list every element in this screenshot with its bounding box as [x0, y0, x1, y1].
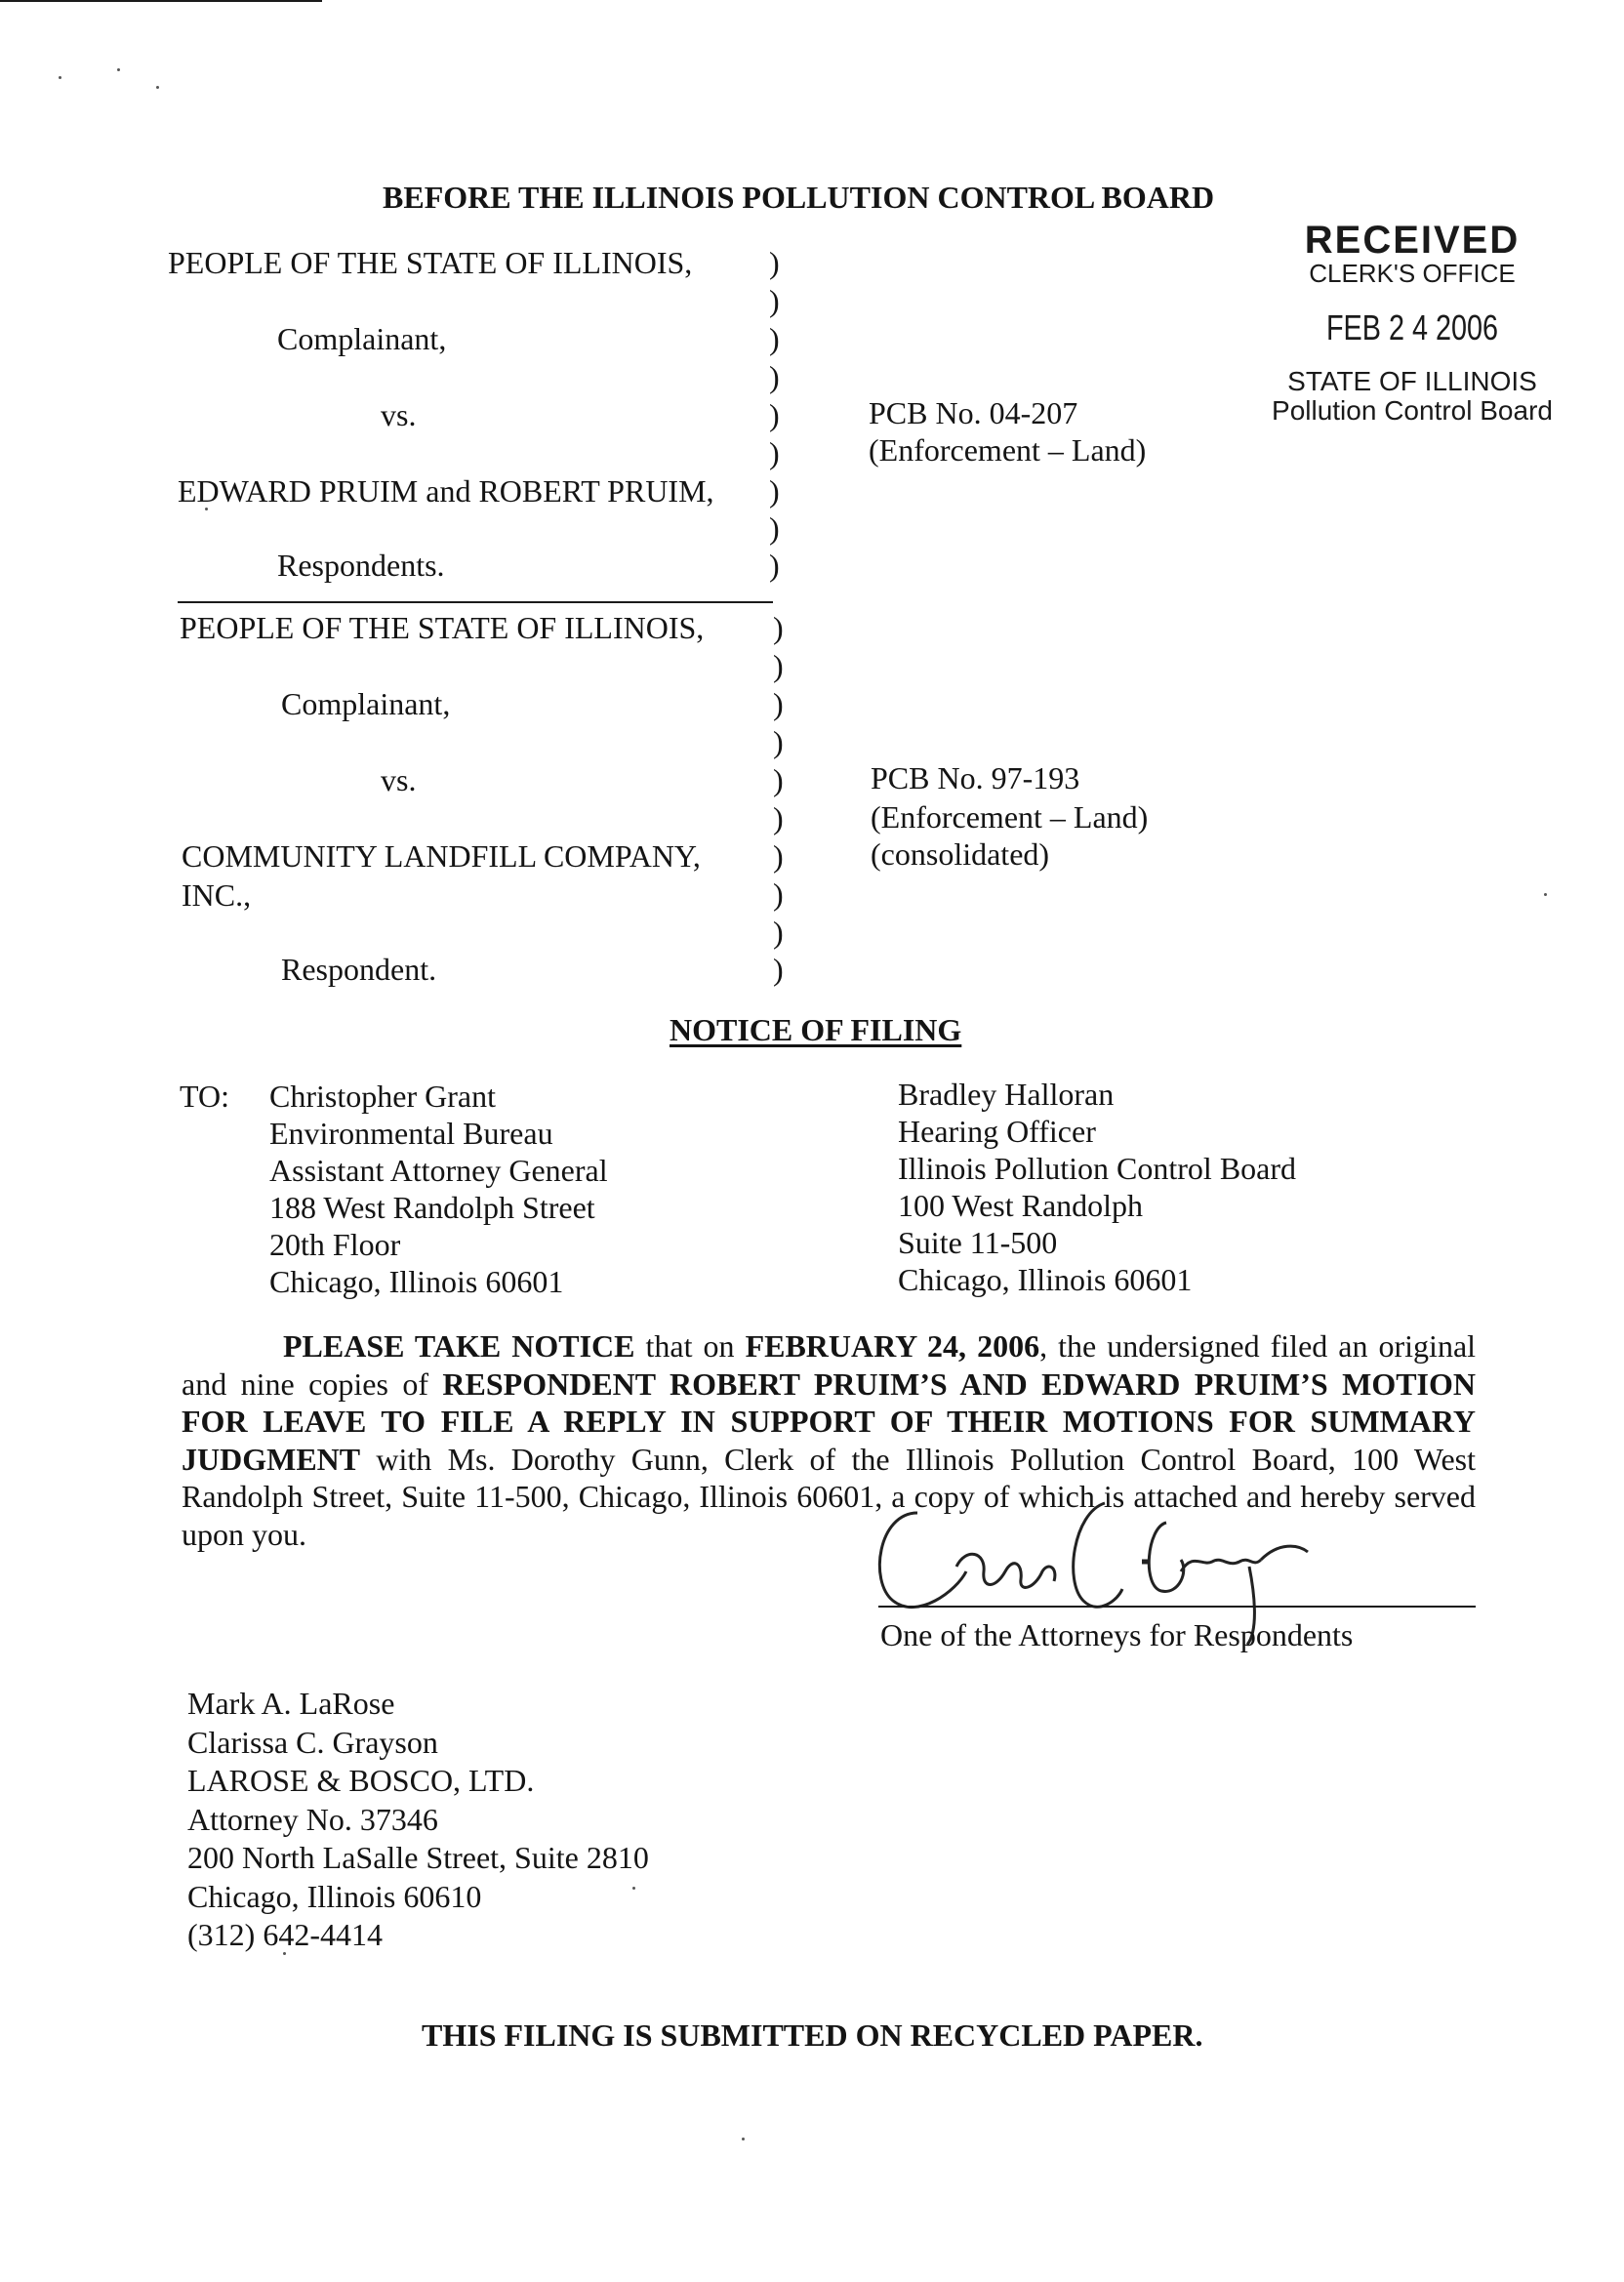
to-label: TO: — [180, 1079, 229, 1114]
received-stamp — [1232, 221, 1593, 426]
case1-defendant-role: Respondents. — [277, 548, 445, 583]
recipient-2 — [898, 1076, 1296, 1298]
recipient-1-line: Assistant Attorney General — [269, 1153, 608, 1188]
caption-paren: ) — [769, 321, 780, 356]
signature-line — [878, 1606, 1476, 1608]
case2-defendant-line1: COMMUNITY LANDFILL COMPANY, — [182, 838, 701, 874]
caption-paren: ) — [773, 838, 784, 874]
recipient-1-line: 20th Floor — [269, 1227, 401, 1262]
stamp-state: STATE OF ILLINOIS — [1287, 366, 1537, 396]
body-motion-title: RESPONDENT ROBERT PRUIM’S AND EDWARD PRUIM’S MOTION FOR LEAVE TO FILE A REPLY IN SUPPORT OF THEIR MOTIONS FOR SUMMARY JUDGMENT — [182, 1365, 1476, 1477]
caption-separator — [178, 601, 773, 603]
caption-paren: ) — [773, 800, 784, 835]
caption-paren: ) — [769, 548, 780, 583]
case2-plaintiff: PEOPLE OF THE STATE OF ILLINOIS, — [180, 610, 705, 645]
recipient-2-line: Chicago, Illinois 60601 — [898, 1262, 1193, 1297]
stamp-date: FEB 2 4 2006 — [1325, 307, 1499, 347]
case1-plaintiff-role: Complainant, — [277, 321, 447, 356]
scan-speck — [59, 76, 61, 79]
scan-speck — [117, 68, 120, 71]
recipient-1-line: Chicago, Illinois 60601 — [269, 1264, 564, 1299]
caption-paren: ) — [773, 876, 784, 912]
counsel-line: Attorney No. 37346 — [187, 1801, 438, 1837]
case2-defendant-role: Respondent. — [281, 952, 437, 987]
caption-paren: ) — [773, 762, 784, 797]
case1-number: PCB No. 04-207 — [869, 395, 1078, 430]
recipient-1-line: Christopher Grant — [269, 1079, 496, 1114]
case2-number: PCB No. 97-193 — [871, 760, 1080, 795]
recipient-1-line: 188 West Randolph Street — [269, 1190, 595, 1225]
caption-paren: ) — [769, 283, 780, 318]
counsel-line: Mark A. LaRose — [187, 1686, 395, 1721]
document-heading: BEFORE THE ILLINOIS POLLUTION CONTROL BOARD — [383, 180, 1215, 215]
signature-caption: One of the Attorneys for Respondents — [880, 1617, 1354, 1652]
caption-paren: ) — [773, 610, 784, 645]
stamp-received: RECEIVED — [1304, 219, 1521, 262]
stamp-office: CLERK'S OFFICE — [1309, 259, 1516, 288]
scan-edge-line — [0, 0, 322, 2]
scan-speck — [742, 2138, 745, 2140]
case2-type: (Enforcement – Land) — [871, 799, 1149, 835]
stamp-board: Pollution Control Board — [1272, 395, 1553, 426]
body-please-take-notice: PLEASE TAKE NOTICE — [283, 1328, 635, 1364]
recipient-1-line: Environmental Bureau — [269, 1116, 553, 1151]
caption-paren: ) — [769, 245, 780, 280]
caption-paren: ) — [769, 473, 780, 509]
recipient-1 — [269, 1078, 608, 1300]
scan-speck — [1544, 893, 1547, 896]
caption-paren: ) — [769, 435, 780, 470]
recipient-2-line: 100 West Randolph — [898, 1188, 1144, 1223]
caption-paren: ) — [773, 915, 784, 950]
recycled-paper-footer: THIS FILING IS SUBMITTED ON RECYCLED PAPER. — [422, 2017, 1203, 2053]
counsel-line: Chicago, Illinois 60610 — [187, 1878, 482, 1914]
recipient-2-line: Illinois Pollution Control Board — [898, 1151, 1297, 1186]
case2-defendant-line2: INC., — [182, 877, 252, 913]
case1-plaintiff: PEOPLE OF THE STATE OF ILLINOIS, — [168, 245, 693, 280]
body-text: , the undersigned filed an original and nine copies of — [182, 1328, 1477, 1402]
counsel-block — [187, 1685, 649, 1955]
case1-versus: vs. — [381, 397, 417, 432]
caption-paren: ) — [769, 359, 780, 394]
caption-paren: ) — [773, 952, 784, 987]
counsel-line: Clarissa C. Grayson — [187, 1724, 438, 1760]
case2-versus: vs. — [381, 762, 417, 797]
scan-speck — [156, 86, 159, 89]
case2-consolidated: (consolidated) — [871, 836, 1050, 872]
caption-paren: ) — [773, 648, 784, 683]
case1-type: (Enforcement – Land) — [869, 432, 1147, 468]
counsel-line: 200 North LaSalle Street, Suite 2810 — [187, 1840, 649, 1875]
notice-title: NOTICE OF FILING — [670, 1012, 962, 1047]
caption-paren: ) — [769, 397, 780, 432]
caption-paren: ) — [769, 510, 780, 546]
recipient-2-line: Bradley Halloran — [898, 1077, 1115, 1112]
case2-plaintiff-role: Complainant, — [281, 686, 451, 721]
body-text: with Ms. Dorothy Gunn, Clerk of the Illinois Pollution Control Board, 100 West Randolph Street, Suite 11-500, Chicago, Illinois 60601, a copy of which is attached and hereby served upon you. — [182, 1441, 1476, 1552]
body-text: that on — [634, 1328, 746, 1364]
body-filing-date: FEBRUARY 24, 2006 — [745, 1328, 1040, 1364]
recipient-2-line: Hearing Officer — [898, 1114, 1096, 1149]
caption-paren: ) — [773, 724, 784, 759]
counsel-line: LAROSE & BOSCO, LTD. — [187, 1763, 535, 1798]
caption-paren: ) — [773, 686, 784, 721]
recipient-2-line: Suite 11-500 — [898, 1225, 1058, 1260]
case1-defendant: EDWARD PRUIM and ROBERT PRUIM, — [178, 473, 714, 509]
counsel-line: (312) 642-4414 — [187, 1917, 383, 1952]
